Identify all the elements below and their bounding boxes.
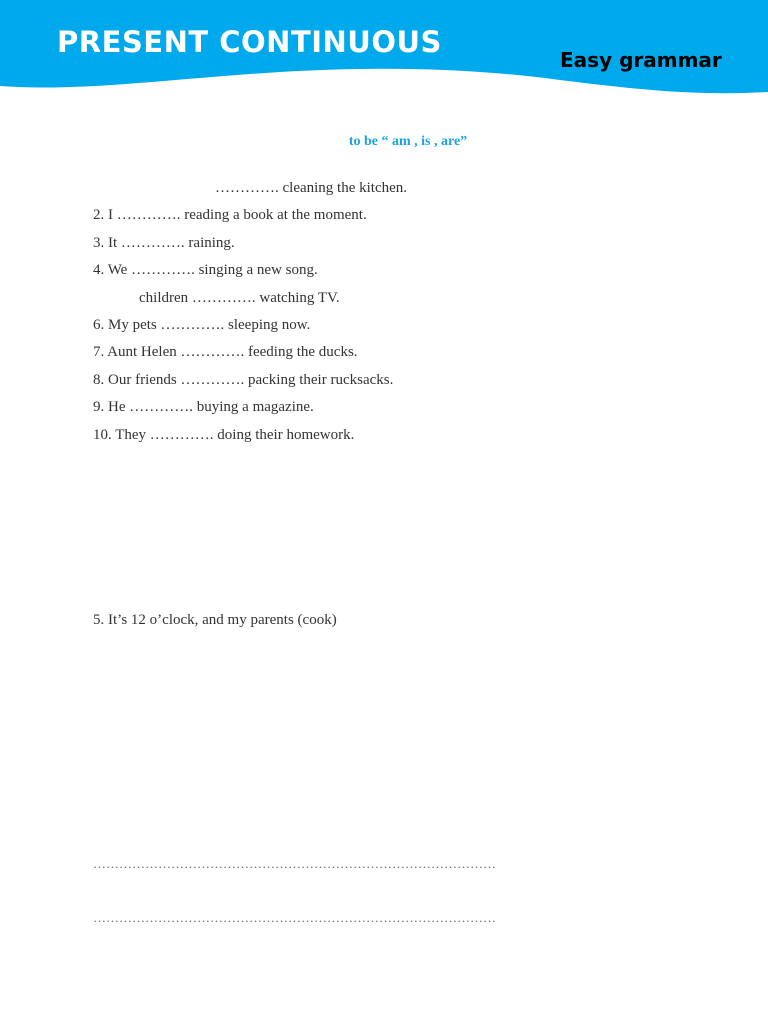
exercise-list [93,175,407,449]
exercise-item: 8. Our friends …………. packing their rucksacks. [93,371,394,388]
exercise-item: …………. cleaning the kitchen. [215,180,408,196]
exercise-item: children …………. watching TV. [139,289,340,306]
exercise-item: 10. They …………. doing their homework. [93,426,355,443]
answer-line[interactable]: ………………………………………………………………………………… [93,910,496,925]
exercise-item: 7. Aunt Helen …………. feeding the ducks. [93,344,358,361]
worksheet-title: PRESENT CONTINUOUS [57,25,442,59]
exercise-item: 2. I …………. reading a book at the moment. [93,207,367,224]
exercise-item-5: 5. It’s 12 o’clock, and my parents (cook) [93,612,337,628]
answer-line[interactable]: ………………………………………………………………………………… [93,856,496,871]
exercise-item: 9. He …………. buying a magazine. [93,399,314,416]
exercise-item: 6. My pets …………. sleeping now. [93,316,311,333]
exercise-item: 3. It …………. raining. [93,234,235,251]
exercise-item: 4. We …………. singing a new song. [93,262,318,279]
instructions-heading: to be “ am , is , are” [348,134,468,149]
worksheet-subtitle: Easy grammar [560,48,722,72]
